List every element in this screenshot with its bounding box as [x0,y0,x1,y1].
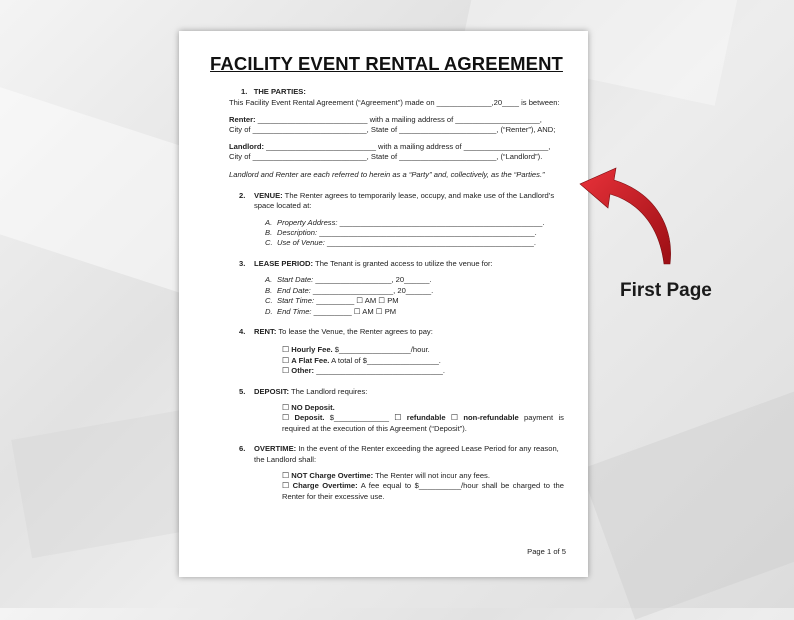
item-blank: __________________, 20______. [313,275,432,285]
section-text: The Renter agrees to temporarily lease, occupy, and make use of the Landlord’s space located at: [254,190,555,211]
rent-option-hourly [229,345,564,355]
document-page [179,31,588,577]
item-blank: _________ ☐ AM ☐ PM [311,306,397,316]
section-venue [229,191,564,212]
item-letter: B. [265,285,273,295]
section-text: In the event of the Renter exceeding the agreed Lease Period for any reason, the Landlord shall: [254,444,559,464]
checkbox-icon: ☐ [282,345,290,355]
section-title: OVERTIME: [254,444,297,454]
item-blank: _________________________________________________. [324,238,537,248]
section-title: THE PARTIES: [253,87,306,96]
section-text: The Tenant is granted access to utilize the venue for: [313,258,493,268]
section-text: The Landlord requires: [289,386,368,396]
section-number: 4. [239,326,246,336]
checkbox-icon: ☐ [282,366,290,376]
option-label: Deposit. [294,413,325,423]
item-letter: D. [265,306,273,316]
renter-label: Renter: [229,114,256,124]
venue-item-description [229,228,564,238]
overtime-option-charge [229,481,564,502]
section-number: 1. [241,87,248,96]
rent-option-flat [229,356,564,366]
nonrefundable-label: non-refundable [463,413,519,423]
section-number: 2. [239,190,246,200]
section-number: 6. [239,444,246,454]
refundable-label: refundable [406,413,446,423]
section-title: DEPOSIT: [254,386,290,396]
renter-fields: __________________________ with a mailing address of ____________________, [255,114,542,124]
section-title: LEASE PERIOD: [254,258,314,268]
item-label: Start Date: [277,275,314,285]
option-label: Charge Overtime: [292,481,358,491]
parties-collective-text: Landlord and Renter are each referred to herein as a “Party” and, collectively, as the “Parties.” [229,170,545,180]
item-letter: B. [265,228,273,238]
section-text: To lease the Venue, the Renter agrees to pay: [276,326,433,336]
overtime-option-no-charge [229,471,564,481]
lease-start-date [229,275,564,285]
item-label: Use of Venue: [277,238,325,248]
option-text: The Renter will not incur any fees. [373,470,490,480]
background-shape [580,380,794,619]
venue-item-property-address [229,218,564,228]
section-deposit [229,387,564,397]
item-letter: C. [265,296,273,306]
document-title: FACILITY EVENT RENTAL AGREEMENT [210,53,563,74]
item-label: Property Address: [277,217,338,227]
option-label: Other: [291,366,315,376]
parties-intro: This Facility Event Rental Agreement (“Agreement”) made on _____________,20____ is between: [229,98,560,108]
section-lease-period [229,259,564,269]
option-label: NOT Charge Overtime: [291,470,374,480]
landlord-label: Landlord: [229,141,265,151]
rent-option-other [229,366,564,376]
section-title: VENUE: [254,190,283,200]
renter-line-2: City of ___________________________, State of _______________________, (“Renter”), AND; [229,125,556,135]
item-label: Start Time: [277,296,315,306]
item-label: Description: [277,228,318,238]
checkbox-icon: ☐ [450,413,459,423]
item-blank: ___________________, 20______. [310,285,434,295]
section-title: RENT: [254,326,277,336]
section-overtime [229,444,564,465]
option-blank: ______________________________. [314,366,445,376]
checkbox-icon: ☐ [282,481,290,491]
option-blank: A total of $_________________. [329,355,441,365]
first-page-label: First Page [620,280,712,301]
lease-end-date [229,286,564,296]
checkbox-icon: ☐ [282,355,290,365]
option-text: payment is required at the execution of this Agreement (“Deposit”). [282,413,564,433]
section-parties-heading [241,87,564,97]
renter-line-1 [229,115,564,125]
curved-arrow-icon [578,160,678,270]
option-blank: $_____________ [324,413,395,423]
section-number: 3. [239,258,246,268]
landlord-fields: __________________________ with a mailing address of ____________________, [264,141,551,151]
option-blank: $_________________/hour. [332,345,430,355]
item-blank: ___________________________________________________. [317,228,537,238]
option-label: Hourly Fee. [291,345,333,355]
item-label: End Time: [277,306,312,316]
item-blank: ________________________________________________. [337,217,545,227]
section-rent [229,327,564,337]
checkbox-icon: ☐ [282,470,290,480]
option-text: A fee equal to $__________/hour shall be charged to the Renter for their excessive use. [282,481,564,501]
item-letter: C. [265,238,273,248]
checkbox-icon: ☐ [282,413,290,423]
checkbox-icon: ☐ [394,413,402,423]
item-label: End Date: [277,285,311,295]
section-number: 5. [239,386,246,396]
lease-end-time [229,307,564,317]
venue-item-use [229,238,564,248]
page-number: Page 1 of 5 [527,546,566,556]
option-label: A Flat Fee. [291,355,330,365]
deposit-option-amount [229,413,564,434]
lease-start-time [229,296,564,306]
option-label: NO Deposit. [291,402,335,412]
item-blank: _________ ☐ AM ☐ PM [314,296,399,306]
arrow-body [580,168,671,264]
item-letter: A. [265,275,273,285]
deposit-option-none [229,403,564,413]
landlord-line-1 [229,142,564,152]
item-letter: A. [265,217,273,227]
landlord-line-2: City of ___________________________, State of _______________________, (“Landlord”). [229,152,543,162]
checkbox-icon: ☐ [282,402,290,412]
